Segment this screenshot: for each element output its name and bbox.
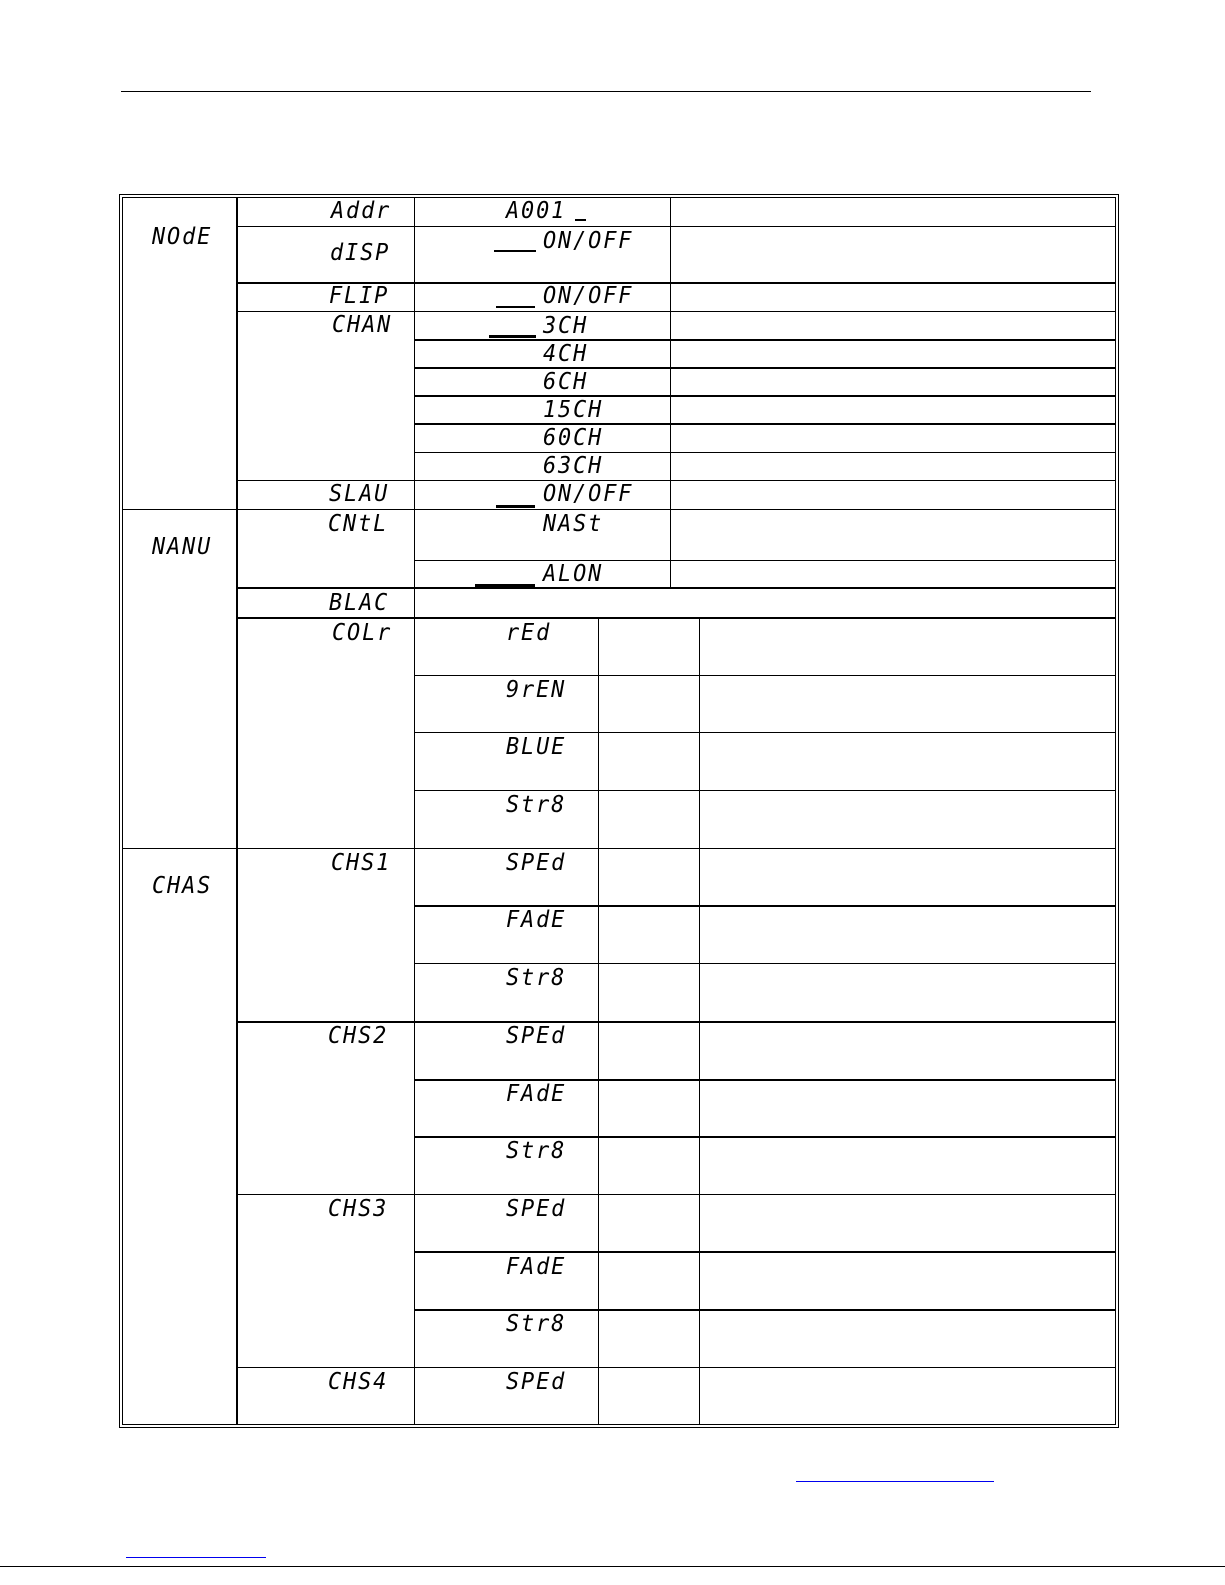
item-label-flip: FLIP <box>329 283 390 309</box>
option-chase1-speed: SPEd <box>506 850 567 876</box>
row-line <box>414 423 1115 425</box>
table-border-top-outer <box>119 194 1118 195</box>
group-label-chase: CHAS <box>152 873 213 899</box>
col-divider-3a <box>670 197 671 588</box>
option-color-blue: BLUE <box>506 734 567 760</box>
channel-selection-mark <box>489 335 536 338</box>
menu-table <box>119 194 1118 1428</box>
row-line <box>414 339 1115 341</box>
table-border-left-inner <box>122 197 123 1425</box>
option-channel-60ch: 60CH <box>543 425 604 451</box>
option-color-green: 9rEN <box>506 677 567 703</box>
row-line <box>414 395 1115 397</box>
table-border-right-inner <box>1115 197 1116 1425</box>
row-line <box>237 226 1115 227</box>
item-label-color: COLr <box>332 620 393 646</box>
row-line <box>414 560 1115 561</box>
row-line <box>237 617 1115 619</box>
table-border-bottom-inner <box>122 1424 1115 1425</box>
option-display-onoff: ON/OFF <box>543 228 634 254</box>
item-label-control: CNtL <box>328 511 389 537</box>
option-chase2-speed: SPEd <box>506 1023 567 1049</box>
option-chase2-strobe: Str8 <box>506 1138 567 1164</box>
display-selection-mark <box>494 250 536 252</box>
table-border-right-outer <box>1118 194 1119 1428</box>
option-channel-15ch: 15CH <box>543 397 604 423</box>
group-divider-2 <box>122 848 1115 849</box>
address-cursor <box>575 219 586 221</box>
table-border-left-outer <box>119 194 120 1428</box>
table-border-top-inner <box>122 197 1115 198</box>
slave-selection-mark <box>496 505 535 508</box>
option-control-master: NASt <box>543 511 604 537</box>
row-line <box>414 452 1115 453</box>
option-chase1-strobe: Str8 <box>506 965 567 991</box>
option-control-alone: ALON <box>543 561 604 587</box>
row-line <box>414 790 1115 791</box>
footer-email-link[interactable] <box>126 1557 266 1558</box>
row-line <box>414 367 1115 369</box>
option-color-strobe: Str8 <box>506 792 567 818</box>
item-label-slave: SLAU <box>329 481 390 507</box>
option-chase4-speed: SPEd <box>506 1369 567 1395</box>
control-selection-mark <box>475 584 535 587</box>
group-label-manual: NANU <box>152 534 213 560</box>
row-line <box>237 1194 1115 1195</box>
item-label-chase-4: CHS4 <box>328 1369 389 1395</box>
option-channel-63ch: 63CH <box>543 453 604 479</box>
flip-selection-mark <box>496 306 535 308</box>
row-line <box>237 587 1115 589</box>
row-line <box>237 1367 1115 1368</box>
footer-rule <box>0 1566 1225 1567</box>
col-divider-1 <box>236 197 238 1425</box>
option-chase3-strobe: Str8 <box>506 1311 567 1337</box>
option-flip-onoff: ON/OFF <box>543 283 634 309</box>
group-label-mode: NOdE <box>152 224 213 250</box>
item-label-blackout: BLAC <box>329 590 390 616</box>
item-label-chase-2: CHS2 <box>328 1023 389 1049</box>
footer-link[interactable] <box>796 1481 994 1482</box>
option-color-red: rEd <box>506 620 552 646</box>
option-channel-6ch: 6CH <box>543 369 589 395</box>
option-chase3-fade: FAdE <box>506 1254 567 1280</box>
item-label-display: dISP <box>330 240 391 266</box>
row-line <box>414 675 1115 676</box>
row-line <box>414 732 1115 733</box>
row-line <box>414 1251 1115 1253</box>
option-slave-onoff: ON/OFF <box>543 481 634 507</box>
item-label-channel: CHAN <box>332 312 393 338</box>
option-chase3-speed: SPEd <box>506 1196 567 1222</box>
header-rule <box>121 91 1091 92</box>
group-divider-1 <box>122 509 1115 510</box>
option-address-value: A001 <box>506 198 567 224</box>
table-border-bottom-outer <box>119 1427 1118 1428</box>
option-chase2-fade: FAdE <box>506 1081 567 1107</box>
option-channel-3ch: 3CH <box>543 313 589 339</box>
item-label-address: Addr <box>331 198 392 224</box>
col-divider-2 <box>414 197 415 1425</box>
option-chase1-fade: FAdE <box>506 907 567 933</box>
row-line <box>414 963 1115 964</box>
item-label-chase-1: CHS1 <box>331 850 392 876</box>
item-label-chase-3: CHS3 <box>328 1196 389 1222</box>
option-channel-4ch: 4CH <box>543 341 589 367</box>
